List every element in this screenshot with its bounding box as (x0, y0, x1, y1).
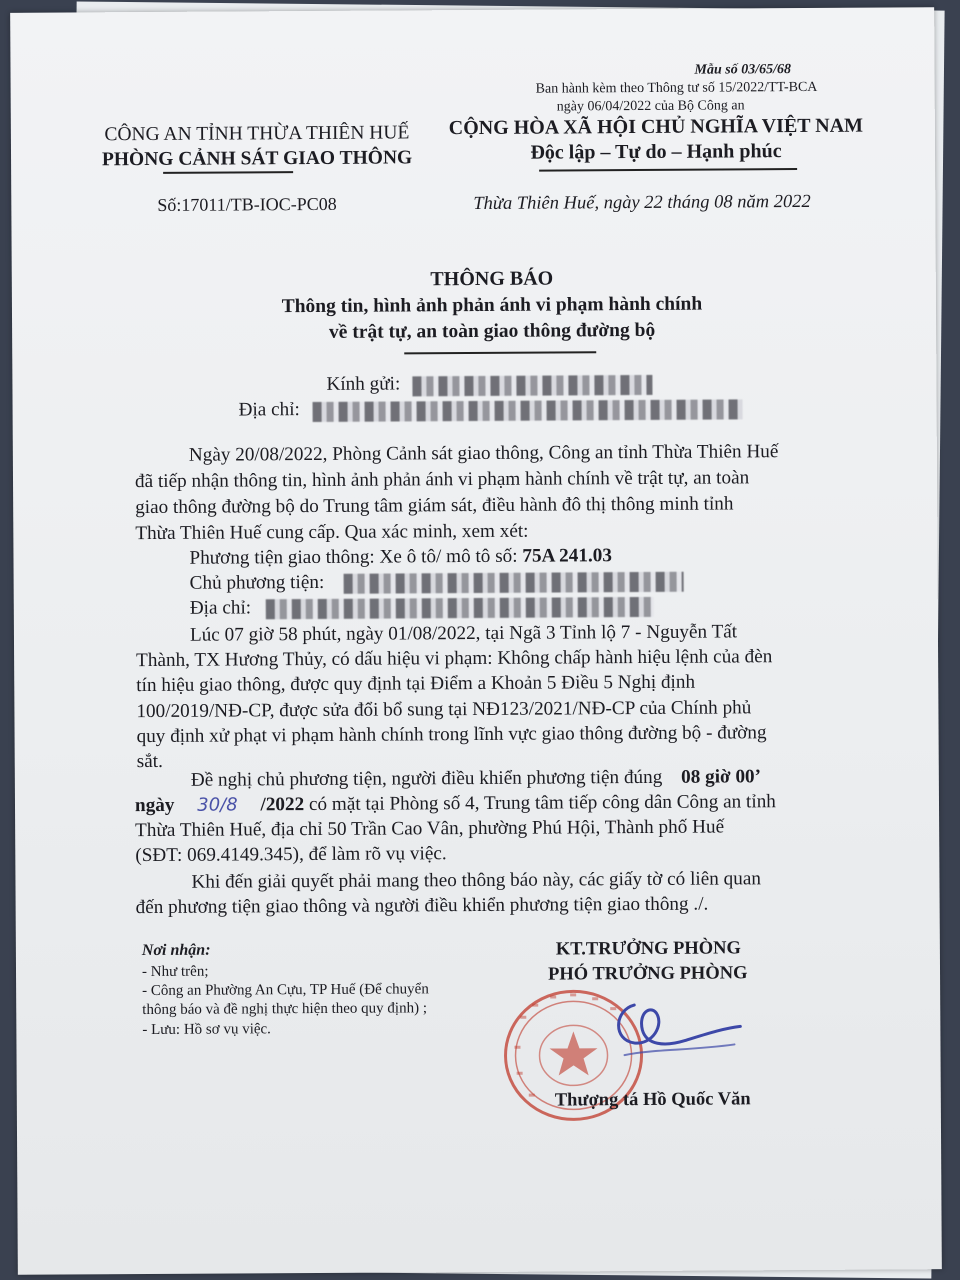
address-label: Địa chỉ: (238, 399, 300, 421)
recipients-heading: Nơi nhận: (141, 941, 211, 960)
appointment-time: 08 giờ 00’ (681, 766, 762, 788)
signer-name: Thượng tá Hồ Quốc Văn (554, 1089, 751, 1111)
document-subtitle-2: về trật tự, an toàn giao thông đường bộ (328, 319, 656, 343)
document-page (10, 7, 942, 1275)
body-p2-line2: Thành, TX Hương Thủy, có dấu hiệu vi phạm: Không chấp hành hiệu lệnh của đèn (136, 646, 773, 672)
vehicle-line (189, 545, 612, 570)
recipient-item: - Như trên; (141, 963, 209, 981)
redacted-owner-address (266, 597, 654, 619)
appointment-day-label: ngày (134, 794, 175, 817)
document-subtitle-1: Thông tin, hình ảnh phản ánh vi phạm hành chính (281, 293, 703, 318)
document-title: THÔNG BÁO (430, 267, 554, 291)
form-reference-line-1: Ban hành kèm theo Thông tư số 15/2022/TT-BCA (535, 79, 818, 97)
redacted-owner (344, 572, 684, 594)
owner-label: Chủ phương tiện: (189, 571, 325, 594)
p3-request-text: Đề nghị chủ phương tiện, người điều khiển phương tiện đúng (190, 766, 663, 791)
body-p1-line2: đã tiếp nhận thông tin, hình ảnh phản ánh vi phạm hành chính về trật tự, an toàn (134, 467, 750, 493)
title-underline (404, 351, 596, 354)
body-p3-line1 (191, 766, 761, 791)
agency-name: CÔNG AN TỈNH THỪA THIÊN HUẾ (104, 122, 410, 146)
handwritten-date: 30/8 (197, 794, 238, 816)
body-p1-line1: Ngày 20/08/2022, Phòng Cảnh sát giao thông, Công an tỉnh Thừa Thiên Huế (188, 441, 779, 466)
republic-motto: Độc lập – Tự do – Hạnh phúc (530, 140, 782, 164)
body-p4-line2: đến phương tiện giao thông và người điều khiển phương tiện giao thông ./. (135, 893, 709, 919)
handwritten-signature (594, 984, 745, 1085)
appointment-location: có mặt tại Phòng số 4, Trung tâm tiếp công dân Công an tỉnh (308, 791, 776, 816)
recipient-item: - Lưu: Hồ sơ vụ việc. (142, 1021, 271, 1039)
body-p4-line1: Khi đến giải quyết phải mang theo thông báo này, các giấy tờ có liên quan (191, 868, 761, 893)
republic-title: CỘNG HÒA XÃ HỘI CHỦ NGHĨA VIỆT NAM (448, 114, 864, 140)
body-p2-line5: quy định xử phạt vi phạm hành chính trong lĩnh vực giao thông đường bộ - đường (136, 722, 767, 748)
addressee-label: Kính gửi: (326, 373, 401, 395)
body-p3-line2 (135, 791, 776, 817)
signature-title-1: KT.TRƯỞNG PHÒNG (555, 938, 741, 960)
redacted-address (313, 399, 743, 422)
vehicle-label: Phương tiện giao thông: Xe ô tô/ mô tô số: (189, 545, 518, 569)
owner-address-label: Địa chỉ: (189, 597, 252, 619)
body-p1-line4: Thừa Thiên Huế cung cấp. Qua xác minh, xem xét: (135, 520, 529, 545)
motto-underline (539, 168, 797, 171)
body-p3-line3: Thừa Thiên Huế, địa chỉ 50 Trần Cao Vân, phường Phú Hội, Thành phố Huế (135, 816, 725, 842)
place-and-date: Thừa Thiên Huế, ngày 22 tháng 08 năm 2022 (473, 191, 811, 215)
license-plate: 75A 241.03 (522, 545, 612, 567)
redacted-addressee (412, 375, 652, 396)
document-number: Số:17011/TB-IOC-PC08 (157, 193, 337, 215)
form-number: Mẫu số 03/65/68 (694, 62, 792, 78)
signature-title-2: PHÓ TRƯỞNG PHÒNG (547, 963, 748, 985)
appointment-year: /2022 (260, 794, 305, 816)
body-p3-line4: (SĐT: 069.4149.345), để làm rõ vụ việc. (135, 843, 447, 867)
department-name: PHÒNG CẢNH SÁT GIAO THÔNG (101, 147, 413, 171)
body-p2-line6: sắt. (136, 750, 163, 773)
recipient-item: - Công an Phường An Cựu, TP Huế (Để chuyển (142, 981, 429, 1000)
body-p2-line1: Lúc 07 giờ 58 phút, ngày 01/08/2022, tại Ngã 3 Tỉnh lộ 7 - Nguyễn Tất (189, 621, 738, 646)
form-reference-line-2: ngày 06/04/2022 của Bộ Công an (556, 98, 745, 115)
recipient-item: thông báo và đề nghị thực hiện theo quy định) ; (142, 1000, 428, 1019)
body-p1-line3: giao thông đường bộ do Trung tâm giám sát, điều hành đô thị thông minh tỉnh (135, 493, 734, 519)
agency-underline (163, 171, 293, 173)
body-p2-line3: tín hiệu giao thông, được quy định tại Điểm a Khoản 5 Điều 5 Nghị định (136, 671, 696, 697)
body-p2-line4: 100/2019/NĐ-CP, được sửa đổi bổ sung tại NĐ123/2021/NĐ-CP của Chính phủ (136, 697, 752, 723)
